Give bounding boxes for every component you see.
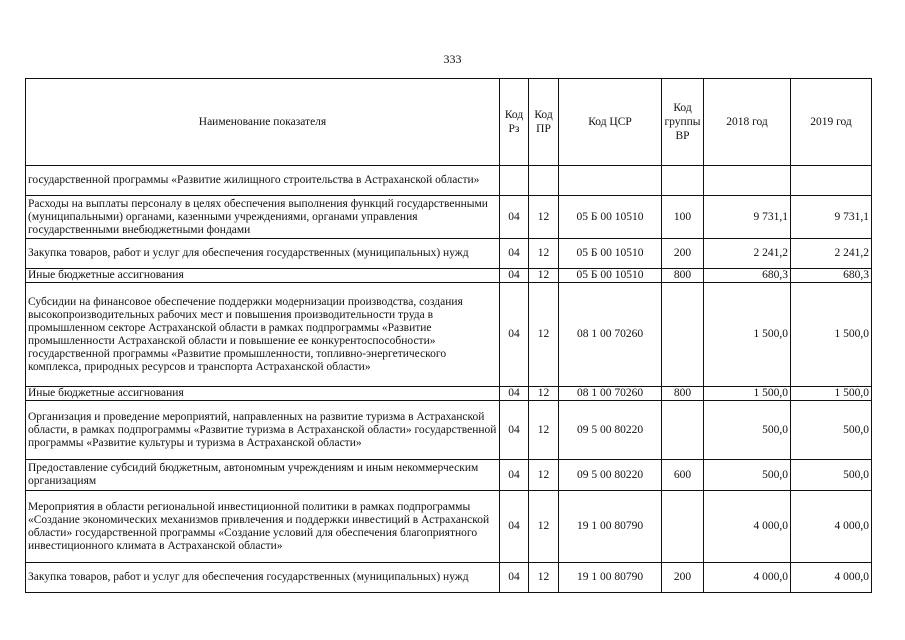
- row-2019: 2 241,2: [791, 239, 872, 269]
- table-row: [26, 460, 872, 491]
- row-rz: 04: [500, 563, 529, 593]
- row-pr: 12: [529, 460, 559, 491]
- row-name: Иные бюджетные ассигнования: [26, 269, 500, 283]
- header-2018: 2018 год: [704, 79, 791, 166]
- row-pr: 12: [529, 563, 559, 593]
- budget-table: [25, 78, 872, 593]
- row-name: Расходы на выплаты персоналу в целях обеспечения выполнения функций государственными (муниципальными) органами, казенными учреждениями, органами управления государственными внебюджетными фондами: [26, 196, 500, 239]
- row-vr: 200: [662, 239, 704, 269]
- header-row: [26, 79, 872, 166]
- table-row: [26, 283, 872, 387]
- row-pr: 12: [529, 269, 559, 283]
- row-vr: [662, 283, 704, 387]
- row-name: Закупка товаров, работ и услуг для обеспечения государственных (муниципальных) нужд: [26, 239, 500, 269]
- row-name: Субсидии на финансовое обеспечение поддержки модернизации производства, создания высокопроизводительных рабочих мест и повышения производительности труда в промышленном секторе Астраханской области в рамках подпрограммы «Развитие промышленности Астраханской области и повышение ее конкурентоспособности» государственной программы «Развитие промышленности, топливно-энергетического комплекса, природных ресурсов и транспорта Астраханской области»: [26, 283, 500, 387]
- row-2019: 9 731,1: [791, 196, 872, 239]
- row-2019: 500,0: [791, 460, 872, 491]
- row-csr: 09 5 00 80220: [559, 460, 662, 491]
- table-row: [26, 491, 872, 563]
- row-2019: 4 000,0: [791, 491, 872, 563]
- row-csr: 08 1 00 70260: [559, 283, 662, 387]
- row-2018: 1 500,0: [704, 387, 791, 401]
- row-vr: 800: [662, 387, 704, 401]
- row-name: государственной программы «Развитие жилищного строительства в Астраханской области»: [26, 166, 500, 196]
- header-name: Наименование показателя: [26, 79, 500, 166]
- row-vr: [662, 401, 704, 460]
- table-row: [26, 269, 872, 283]
- row-name: Предоставление субсидий бюджетным, автономным учреждениям и иным некоммерческим организациям: [26, 460, 500, 491]
- table-row: [26, 401, 872, 460]
- row-vr: 200: [662, 563, 704, 593]
- header-vr: Код группы ВР: [662, 79, 704, 166]
- row-csr: 05 Б 00 10510: [559, 196, 662, 239]
- row-2019: 680,3: [791, 269, 872, 283]
- row-2018: 500,0: [704, 460, 791, 491]
- row-rz: 04: [500, 491, 529, 563]
- row-name: Мероприятия в области региональной инвестиционной политики в рамках подпрограммы «Создание экономических механизмов привлечения и поддержки инвестиций в Астраханской области» государственной программы «Создание условий для обеспечения благоприятного инвестиционного климата в Астраханской области»: [26, 491, 500, 563]
- row-rz: 04: [500, 460, 529, 491]
- row-2018: 4 000,0: [704, 491, 791, 563]
- row-csr: 19 1 00 80790: [559, 491, 662, 563]
- row-name: Организация и проведение мероприятий, направленных на развитие туризма в Астраханской области, в рамках подпрограммы «Развитие туризма в Астраханской области» государственной программы «Развитие культуры и туризма в Астраханской области»: [26, 401, 500, 460]
- table-row: [26, 196, 872, 239]
- row-2019: 1 500,0: [791, 387, 872, 401]
- row-2018: 680,3: [704, 269, 791, 283]
- row-rz: 04: [500, 239, 529, 269]
- row-vr: [662, 491, 704, 563]
- row-csr: 05 Б 00 10510: [559, 269, 662, 283]
- row-2019: 500,0: [791, 401, 872, 460]
- header-pr: Код ПР: [529, 79, 559, 166]
- row-rz: 04: [500, 196, 529, 239]
- row-rz: 04: [500, 401, 529, 460]
- row-2019: 1 500,0: [791, 283, 872, 387]
- row-pr: 12: [529, 196, 559, 239]
- row-rz: 04: [500, 283, 529, 387]
- table-row: [26, 563, 872, 593]
- header-2019: 2019 год: [791, 79, 872, 166]
- row-pr: 12: [529, 283, 559, 387]
- row-name: Закупка товаров, работ и услуг для обеспечения государственных (муниципальных) нужд: [26, 563, 500, 593]
- row-vr: [662, 166, 704, 196]
- header-rz: Код Рз: [500, 79, 529, 166]
- row-csr: 08 1 00 70260: [559, 387, 662, 401]
- row-pr: [529, 166, 559, 196]
- row-2018: 500,0: [704, 401, 791, 460]
- row-csr: 19 1 00 80790: [559, 563, 662, 593]
- row-rz: 04: [500, 269, 529, 283]
- row-pr: 12: [529, 401, 559, 460]
- row-csr: [559, 166, 662, 196]
- table-row: [26, 387, 872, 401]
- row-rz: 04: [500, 387, 529, 401]
- row-2018: [704, 166, 791, 196]
- row-csr: 05 Б 00 10510: [559, 239, 662, 269]
- row-2018: 2 241,2: [704, 239, 791, 269]
- row-pr: 12: [529, 239, 559, 269]
- row-2018: 9 731,1: [704, 196, 791, 239]
- row-pr: 12: [529, 387, 559, 401]
- page-number: 333: [443, 52, 462, 66]
- table-row: [26, 239, 872, 269]
- row-vr: 600: [662, 460, 704, 491]
- row-rz: [500, 166, 529, 196]
- row-2018: 4 000,0: [704, 563, 791, 593]
- row-csr: 09 5 00 80220: [559, 401, 662, 460]
- header-csr: Код ЦСР: [559, 79, 662, 166]
- row-vr: 100: [662, 196, 704, 239]
- table-row: [26, 166, 872, 196]
- row-2018: 1 500,0: [704, 283, 791, 387]
- row-name: Иные бюджетные ассигнования: [26, 387, 500, 401]
- row-pr: 12: [529, 491, 559, 563]
- row-2019: 4 000,0: [791, 563, 872, 593]
- row-2019: [791, 166, 872, 196]
- row-vr: 800: [662, 269, 704, 283]
